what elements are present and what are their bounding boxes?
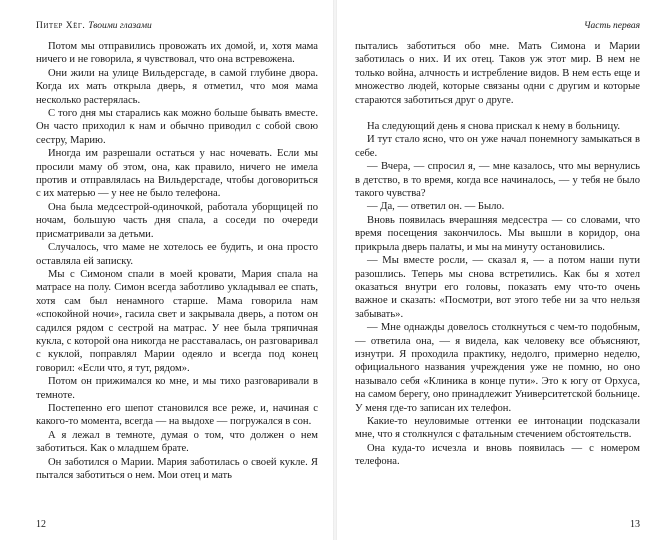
paragraph: — Вчера, — спросил я, — мне казалось, что мы вернулись в детство, в то время, когда все начиналось, — у тебя не было такого чувства?: [355, 161, 640, 200]
paragraph: — Мне однажды довелось столкнуться с чем-то подобным, — ответила она, — я видела, как человеку все объясняют, изнутри. Я проходила практику, недолго, примерно неделю, официального названия учреждения уже не помню, но оно называло себя «Клиника в конце пути». Это к югу от Орхуса, на самом берегу, оно принадлежит Университетской больнице. У меня где-то записан их телефон.: [355, 322, 640, 414]
paragraph: Потом он прижимался ко мне, и мы тихо разговаривали в темноте.: [36, 376, 318, 401]
paragraph: И тут стало ясно, что он уже начал понемногу замыкаться в себе.: [355, 134, 640, 159]
right-page-text: [355, 40, 640, 469]
book-gutter: [333, 0, 337, 540]
paragraph: Они жили на улице Вильдерсгаде, в самой глубине двора. Когда их мать открыла дверь, я отметил, что моя мама несколько растерялась.: [36, 67, 318, 106]
paragraph: Вновь появилась вчерашняя медсестра — со словами, что время посещения закончилось. Мы вышли в коридор, она прикрыла дверь палаты, и мы на минуту остановились.: [355, 214, 640, 253]
paragraph: Какие-то неуловимые оттенки ее интонации подсказали мне, что я столкнулся с фатальным стечением обстоятельств.: [355, 415, 640, 441]
paragraph: Она была медсестрой-одиночкой, работала уборщицей по ночам, большую часть дня спала, а соседи по очереди присматривали за детьми.: [36, 201, 318, 240]
author-name: Питер Хёг.: [36, 21, 86, 31]
paragraph: пытались заботиться обо мне. Мать Симона и Марии заботилась о них. И их отец. Таков уж этот мир. В нем не только война, алчность и истребление видов. В нем есть еще и множество людей, которые связаны одни с другим и которые стараются заботиться друг о друге.: [355, 41, 640, 106]
left-running-head: [36, 20, 318, 32]
paragraph: На следующий день я снова прискал к нему в больницу.: [367, 121, 621, 133]
book-title: Твоими глазами: [88, 21, 152, 31]
page-number-right: 13: [630, 519, 640, 530]
paragraph: Она куда-то исчезла и вновь появилась — с номером телефона.: [355, 442, 640, 468]
page-number-left: 12: [36, 519, 46, 530]
right-running-head: Часть первая: [583, 21, 640, 31]
paragraph: Потом мы отправились провожать их домой, и, хотя мама ничего и не говорила, я чувствовал, что она встревожена.: [36, 41, 318, 66]
paragraph: А я лежал в темноте, думая о том, что должен о нем заботиться. Как о младшем брате.: [36, 429, 318, 455]
paragraph: — Да, — ответил он. — Было.: [367, 201, 505, 213]
paragraph: Он заботился о Марии. Мария заботилась о своей кукле. Я пытался заботиться о нем. Мои отец и мать: [36, 456, 318, 481]
paragraph: Постепенно его шепот становился все реже, и, начиная с какого-то момента, всегда — на выдохе — погружался в сон.: [36, 402, 318, 428]
left-page-text: [36, 40, 318, 482]
paragraph: Случалось, что маме не хотелось ее будить, и она просто оставляла ей записку.: [36, 242, 318, 267]
paragraph: — Мы вместе росли, — сказал я, — а потом наши пути разошлись. Теперь мы снова встретились. Как бы я хотел оказаться внутри его головы, показать ему что-то очень важное и сказать: «Посмотри, вот этого тебе ни за что нельзя забывать».: [355, 255, 640, 320]
left-page: [36, 0, 318, 540]
paragraph: Мы с Симоном спали в моей кровати, Мария спала на матрасе на полу. Симон всегда заботливо укладывал ее спать, хотя сам был ненамного старше. Мама говорила нам «спокойной ночи», гасила свет и закрывала дверь, а потом он садился рядом с сестрой на матрас. У нее была тряпичная кукла, с которой она никогда не расставалась, он разговаривал с куклой, поправлял Марии одеяло и всегда под конец говорил: «Если что, я тут, рядом».: [36, 268, 318, 374]
paragraph: Иногда им разрешали остаться у нас ночевать. Если мы просили маму об этом, она, как правило, ничего не имела против и отправлялась на Вильдерсгаде, чтобы договориться с их матерью — у нее не было телефона.: [36, 148, 318, 200]
paragraph: С того дня мы старались как можно больше бывать вместе. Он часто приходил к нам и обычно приводил с собой свою сестру, Марию.: [36, 108, 318, 146]
right-page: [355, 0, 640, 540]
